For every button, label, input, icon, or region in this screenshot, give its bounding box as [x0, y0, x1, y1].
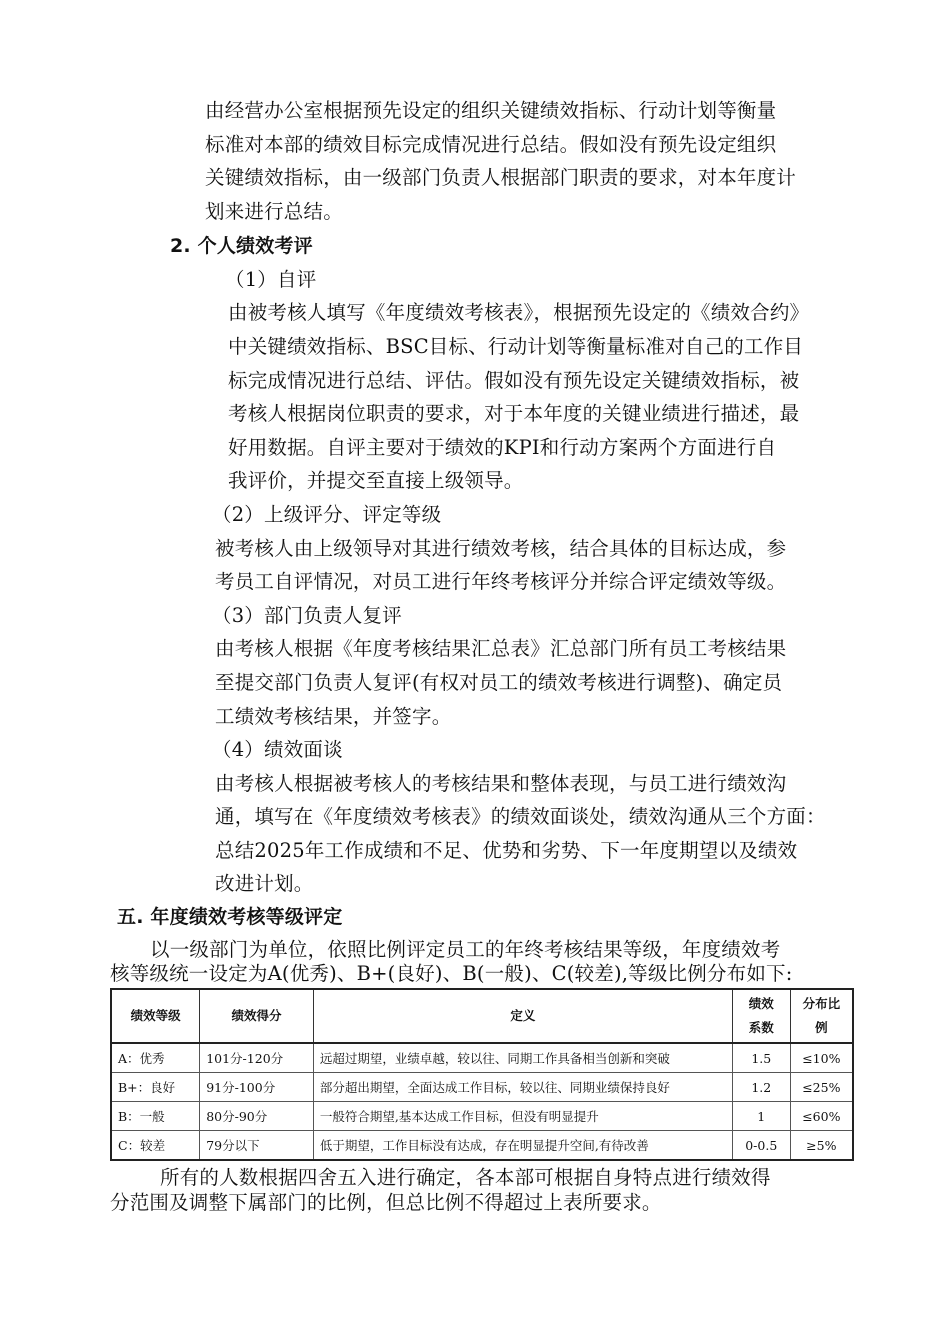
sub1-line-2: 中关键绩效指标、BSC目标、行动计划等衡量标准对自己的工作目: [228, 335, 804, 358]
coefficient-cell: 1.2: [732, 1073, 790, 1102]
sub2-line-1: 被考核人由上级领导对其进行绩效考核，结合具体的目标达成，参: [215, 537, 787, 560]
table-row: [111, 1131, 853, 1161]
sub3-line-2: 至提交部门负责人复评(有权对员工的绩效考核进行调整)、确定员: [215, 671, 783, 694]
section5-intro-line-1: 以一级部门为单位，依照比例评定员工的年终考核结果等级，年度绩效考: [150, 938, 781, 961]
closing-line-1: 所有的人数根据四舍五入进行确定，各本部可根据自身特点进行绩效得: [160, 1166, 771, 1189]
sub1-line-1: 由被考核人填写《年度绩效考核表》，根据预先设定的《绩效合约》: [228, 301, 810, 324]
score-cell: 79分以下: [200, 1131, 314, 1161]
sub4-line-1: 由考核人根据被考核人的考核结果和整体表现，与员工进行绩效沟: [215, 772, 787, 795]
grade-cell: A：优秀: [111, 1043, 200, 1073]
score-cell: 101分-120分: [200, 1043, 314, 1073]
sub1-title: （1）自评: [225, 268, 317, 291]
sub4-line-4: 改进计划。: [215, 872, 314, 895]
header-distribution: 分布比 例: [790, 989, 853, 1043]
distribution-cell: ≥5%: [790, 1131, 853, 1161]
sub4-title: （4）绩效面谈: [212, 738, 343, 761]
sub3-line-1: 由考核人根据《年度考核结果汇总表》汇总部门所有员工考核结果: [215, 637, 787, 660]
coefficient-cell: 1: [732, 1102, 790, 1131]
coefficient-cell: 1.5: [732, 1043, 790, 1073]
section2-heading: 2. 个人绩效考评: [170, 235, 313, 257]
definition-cell: 一般符合期望,基本达成工作目标，但没有明显提升: [313, 1102, 732, 1131]
grade-cell: B+：良好: [111, 1073, 200, 1102]
sub1-line-3: 标完成情况进行总结、评估。假如没有预先设定关键绩效指标，被: [228, 369, 800, 392]
distribution-cell: ≤25%: [790, 1073, 853, 1102]
table-row: [111, 1102, 853, 1131]
sub3-line-3: 工绩效考核结果，并签字。: [215, 705, 452, 728]
header-coefficient: 绩效 系数: [732, 989, 790, 1043]
sub2-title: （2）上级评分、评定等级: [212, 503, 442, 526]
header-grade: 绩效等级: [111, 989, 200, 1043]
sub4-line-2: 通，填写在《年度绩效考核表》的绩效面谈处，绩效沟通从三个方面：: [215, 805, 826, 828]
distribution-cell: ≤60%: [790, 1102, 853, 1131]
table-header-row: [111, 989, 853, 1043]
sub1-line-5: 好用数据。自评主要对于绩效的KPI和行动方案两个方面进行自: [228, 436, 777, 459]
definition-cell: 部分超出期望，全面达成工作目标，较以往、同期业绩保持良好: [313, 1073, 732, 1102]
table-row: [111, 1043, 853, 1073]
intro-line-3: 关键绩效指标，由一级部门负责人根据部门职责的要求，对本年度计: [205, 166, 797, 189]
score-cell: 91分-100分: [200, 1073, 314, 1102]
header-score: 绩效得分: [200, 989, 314, 1043]
header-definition: 定义: [313, 989, 732, 1043]
coefficient-cell: 0-0.5: [732, 1131, 790, 1161]
sub3-title: （3）部门负责人复评: [212, 604, 402, 627]
section5-heading: 五. 年度绩效考核等级评定: [117, 906, 343, 928]
intro-line-4: 划来进行总结。: [205, 200, 343, 223]
sub1-line-6: 我评价，并提交至直接上级领导。: [228, 469, 524, 492]
sub2-line-2: 考员工自评情况，对员工进行年终考核评分并综合评定绩效等级。: [215, 570, 787, 593]
grade-table: [110, 988, 854, 1161]
sub1-line-4: 考核人根据岗位职责的要求，对于本年度的关键业绩进行描述，最: [228, 402, 800, 425]
grade-cell: B：一般: [111, 1102, 200, 1131]
distribution-cell: ≤10%: [790, 1043, 853, 1073]
score-cell: 80分-90分: [200, 1102, 314, 1131]
grade-cell: C：较差: [111, 1131, 200, 1161]
section5-intro-line-2: 核等级统一设定为A(优秀)、B+(良好)、B(一般)、C(较差),等级比例分布如下:: [110, 962, 793, 985]
closing-line-2: 分范围及调整下属部门的比例，但总比例不得超过上表所要求。: [110, 1191, 662, 1214]
definition-cell: 远超过期望，业绩卓越，较以往、同期工作具备相当创新和突破: [313, 1043, 732, 1073]
sub4-line-3: 总结2025年工作成绩和不足、优势和劣势、下一年度期望以及绩效: [215, 839, 798, 862]
intro-line-2: 标准对本部的绩效目标完成情况进行总结。假如没有预先设定组织: [205, 133, 777, 156]
intro-line-1: 由经营办公室根据预先设定的组织关键绩效指标、行动计划等衡量: [205, 99, 777, 122]
definition-cell: 低于期望，工作目标没有达成，存在明显提升空间,有待改善: [313, 1131, 732, 1161]
table-row: [111, 1073, 853, 1102]
